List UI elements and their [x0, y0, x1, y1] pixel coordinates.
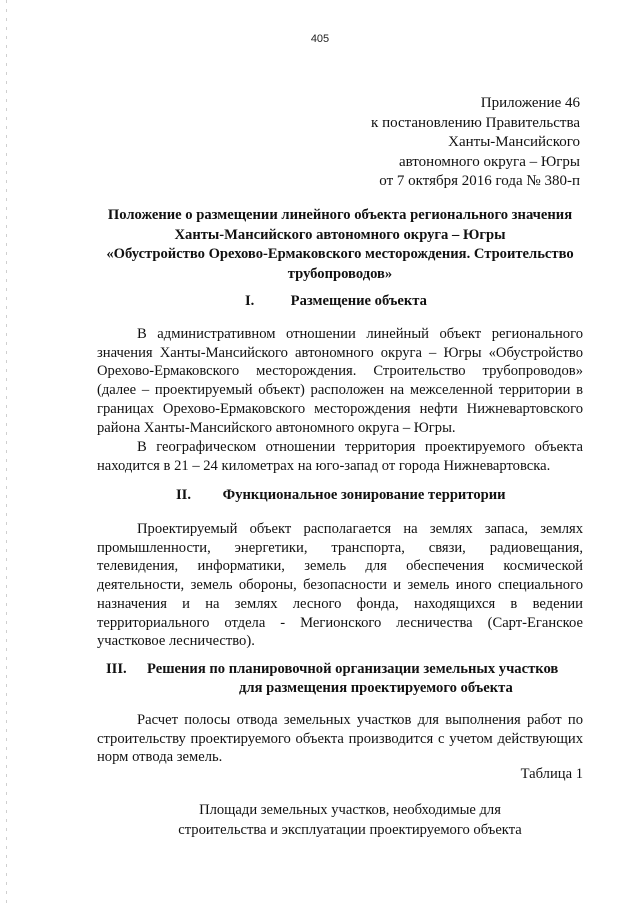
- appendix-line: к постановлению Правительства: [371, 114, 580, 131]
- section-title: Решения по планировочной организации земельных участков: [147, 661, 559, 677]
- section-number: II.: [176, 487, 192, 503]
- scan-margin-line: [6, 0, 7, 905]
- title-line: трубопроводов»: [287, 265, 393, 282]
- table-label: Таблица 1: [520, 766, 583, 782]
- table-title-line: Площади земельных участков, необходимые для: [199, 802, 501, 818]
- page-number: 405: [310, 33, 330, 45]
- appendix-line: автономного округа – Югры: [398, 153, 580, 170]
- section-3-paragraph-1: Расчет полосы отвода земельных участков для выполнения работ по строительству проектируемого объекта производится с учетом действующих норм отвода земель.: [97, 712, 583, 766]
- section-2-paragraph-1: Проектируемый объект располагается на землях запаса, землях промышленности, энергетики, транспорта, связи, радиовещания, телевидения, информатики, земель для обеспечения космической деятельности, земель обороны, безопасности и земель иного специального назначения и на землях лесного фонда, находящихся в ведении территориального отдела - Мегионского лесничества (Сарт-Еганское участковое лесничество).: [97, 521, 583, 650]
- appendix-line: Приложение 46: [480, 95, 580, 111]
- document-title: [80, 206, 600, 284]
- section-2-heading: [176, 486, 640, 505]
- section-1-heading: [245, 292, 640, 311]
- section-title: Размещение объекта: [290, 293, 427, 309]
- section-3-heading: [106, 660, 606, 698]
- appendix-block: [260, 94, 580, 192]
- section-number: I.: [245, 293, 255, 309]
- title-line: Положение о размещении линейного объекта регионального значения: [107, 207, 573, 223]
- section-1-paragraph-2: В географическом отношении территория проектируемого объекта находится в 21 – 24 километрах на юго-запад от города Нижневартовска.: [97, 439, 583, 474]
- table-title-line: строительства и эксплуатации проектируемого объекта: [178, 821, 522, 838]
- title-line: Ханты-Мансийского автономного округа – Югры: [174, 226, 506, 243]
- appendix-line: Ханты-Мансийского: [448, 134, 580, 150]
- section-3-heading-line-1: [106, 660, 606, 679]
- table-title: [140, 801, 560, 840]
- section-title: Функциональное зонирование территории: [222, 487, 506, 503]
- title-line: «Обустройство Орехово-Ермаковского месторождения. Строительство: [106, 246, 574, 262]
- section-number: III.: [106, 661, 127, 677]
- section-title-continued: для размещения проектируемого объекта: [239, 680, 513, 696]
- appendix-line: от 7 октября 2016 года № 380-п: [379, 173, 580, 189]
- section-1-paragraph-1: В административном отношении линейный объект регионального значения Ханты-Мансийского автономного округа – Югры «Обустройство Орехово-Ермаковского месторождения. Строительство трубопроводов» (далее – проектируемый объект) расположен на межселенной территории в границах Орехово-Ермаковского месторождения нефти Нижневартовского района Ханты-Мансийского автономного округа – Югры.: [97, 326, 583, 436]
